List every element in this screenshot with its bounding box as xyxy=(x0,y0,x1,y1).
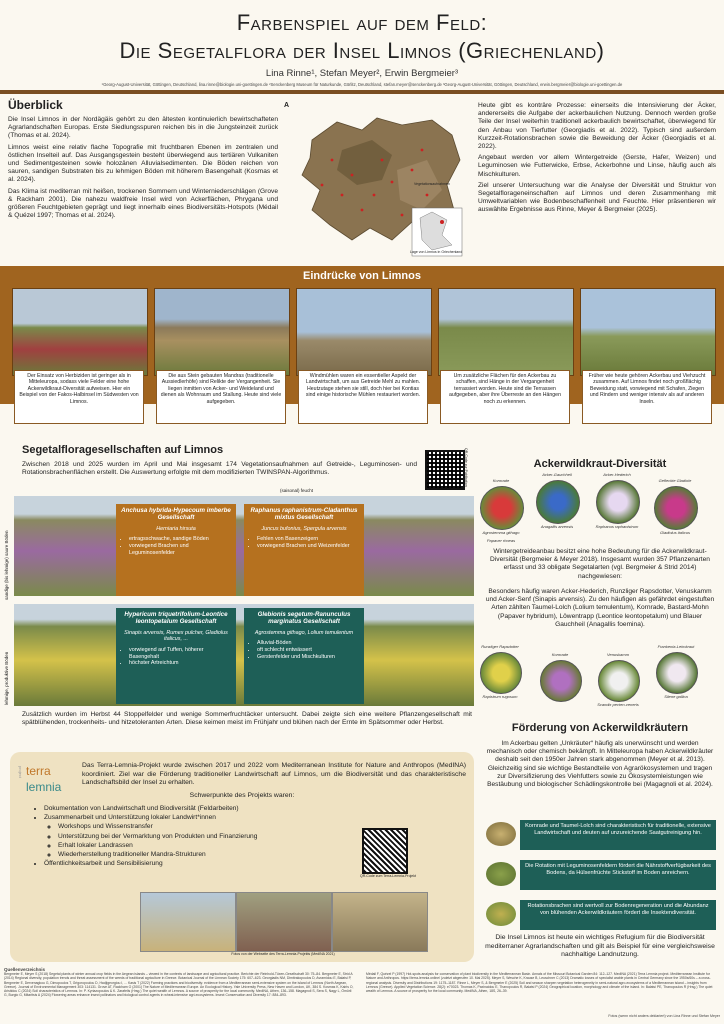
photo-poppy-field xyxy=(12,288,148,376)
project-list xyxy=(28,804,348,868)
promotion-paragraph-1: Im Ackerbau gelten „Unkräuter“ häufig als unerwünscht und werden mechanisch oder chemisch bekämpft. In Mitteleuropa haben Ackerwildkräuter deshalb seit den 1950er Jahren stark abgenommen (Meyer et al. 2013). Gleichzeitig sind sie wichtige Bestandteile von Agrarökosystemen und tragen zur Diversifizierung des Viehfutters sowie zu Ökosystemleistungen wie Bestäubung und biologischer Schädlingskontrolle bei (Magagnoli et al. 2024). xyxy=(486,740,714,789)
community-box-raphanus xyxy=(244,504,364,596)
weed-species: Scandix pecten-veneris xyxy=(597,702,639,707)
community-bullet: • vorwiegend Brachen und Leguminosenfelder xyxy=(129,543,233,556)
promotion-paragraph-2: Die Insel Limnos ist heute ein wichtiges Refugium für die Biodiversität mediterraner Agrarlandschaften und gilt als Beispiel für eine vergleichsweise nachhaltige Landnutzung. xyxy=(485,934,715,959)
overview-paragraph-1: Die Insel Limnos in der Nordägäis gehört zu den ältesten kontinuierlich bewirtschafteten Agrarlandschaften Europas. Erste Siedlungsspuren reichen bis in die Jungsteinzeit zurück (Thomas et al. 2024). xyxy=(8,116,278,140)
community-title: Glebionis segetum-Ranunculus marginatus Gesellschaft xyxy=(257,611,351,626)
map-label-a: A xyxy=(284,102,290,109)
weed-label: Acker-Hederich xyxy=(603,472,631,477)
limnos-map-graphic xyxy=(282,100,466,260)
logo-prefix: project xyxy=(18,766,23,779)
weed-species: Agrostemma githago xyxy=(482,530,520,535)
references-heading: Quellenverzeichnis xyxy=(4,967,46,972)
intro-right-paragraph-1: Heute gibt es konträre Prozesse: einerseits die Intensivierung der Äcker, andererseits die Aufgabe der ackerbaulichen Nutzung. Dennoch werden große Teile der Insel weiterhin traditionell ackerbaulich bewirtschaftet, überwiegend für den Anbau von Tierfutter (Georgiadis et al. 2022). Typisch sind außerdem Kurzzeit-Rotationsbrachen sowie die Beweidung der Äcker (Georgiadis et al. 2022). xyxy=(478,102,716,151)
community-species: Agrostemma githago, Lolium temulentum xyxy=(254,629,354,636)
project-photo-3 xyxy=(332,892,428,952)
photo-mandra xyxy=(154,288,290,376)
axis-label-moist: (saisonal) feucht xyxy=(280,488,314,493)
photo-credit: Fotos (wenn nicht anders deklariert) von Lina Rinne und Stefan Meyer xyxy=(608,1014,720,1018)
promotion-thumb-fallow xyxy=(486,902,516,926)
communities-intro: Zwischen 2018 und 2025 wurden im April und Mai insgesamt 174 Vegetationsaufnahmen auf Getreide-, Leguminosen- und Rotationsbrachenflächen erstellt. Die Auswertung erfolgte mit dem modifizierten TWINSPAN-Algorithmus. xyxy=(22,461,417,477)
project-qr-code[interactable] xyxy=(362,828,408,874)
affiliations: ¹Georg-August-Universität, Göttingen, Deutschland, lina.rinne@biologie.uni-goettingen.de ²Senckenberg Museum für Naturkunde, Görlitz, Deutschland, stefan.meyer@senckenberg.de ³Georg-August-Universität, Göttingen, Deutschland, erwin.bergmeier@biologie.uni-goettingen.de xyxy=(101,82,623,87)
publication-qr-code[interactable] xyxy=(425,450,465,490)
promotion-thumb-seeds xyxy=(486,822,516,846)
weeds-paragraph-2: Besonders häufig waren Acker-Hederich, Runzliger Rapsdotter, Venuskamm und Acker-Senf (Sinapis arvensis). Zu den häufigen als gefährdet eingestuften Arten zählten Taumel-Lolch (Lolium temulentum), Kornrade, Bastard-Mohn (Papaver hybridum), Löwentrapp (Leontice leontopetalum) und Blauer Gauchheil (Anagallis foemina). xyxy=(485,588,715,628)
weed-label: Acker-Gauchheil xyxy=(542,472,572,477)
communities-outro: Zusätzlich wurden im Herbst 44 Stoppelfelder und wenige Sommerfruchtäcker untersucht. Dabei zeigte sich eine weitere Pflanzengesellschaft mit spätblühenden, trockenheits- und hitzetoleranten Arten. Diese keimen meist im Frühjahr und blühen nach der Ernte im Spätsommer oder Herbst. xyxy=(22,711,472,727)
community-box-glebionis xyxy=(244,608,364,704)
map-legend-records: Vegetationsaufnahmen xyxy=(414,182,450,186)
poster-title-line2: Die Segetalflora der Insel Limnos (Griechenland) xyxy=(119,38,605,63)
impression-caption-5: Früher wie heute gehören Ackerbau und Viehzucht zusammen. Auf Limnos findet noch großflächig Beweidung statt, vorwiegend mit Schafen, Ziegen und Rindern und weniger intensiv als auf anderen Inseln. xyxy=(582,370,712,424)
project-subitem: ◦ Wiederherstellung traditioneller Mandra-Strukturen xyxy=(58,850,348,859)
impression-caption-4: Um zusätzliche Flächen für den Ackerbau zu schaffen, sind Hänge in der Vergangenheit terrassiert worden. Heute sind die Terrassen aufgegeben, aber ihre Überreste an den Hängen noch zu erkennen. xyxy=(440,370,570,424)
weed-species: Rapistrum rugosum xyxy=(482,694,518,699)
project-qr-label: QR-Code zum Terra-Lemnia-Projekt xyxy=(360,874,416,878)
weed-label: Kornrade xyxy=(492,478,510,483)
weeds-paragraph-1: Wintergetreideanbau besitzt eine hohe Bedeutung für die Ackerwildkraut-Diversität (Bergmeier & Meyer 2018). Insgesamt wurden 357 Pflanzenarten erfasst und 33 obligate Segetalarten (vgl. Bergmeier & Strid 2014) nachgewiesen: xyxy=(490,548,710,580)
community-bullet: • ertragsschwache, sandige Böden xyxy=(129,536,233,543)
weed-species: Silene gallica xyxy=(664,694,688,699)
community-bullet: • Alluvial-Böden xyxy=(257,640,361,647)
poster-title-line1: Farbenspiel auf dem Feld: xyxy=(236,10,488,35)
impressions-heading: Eindrücke von Limnos xyxy=(303,270,421,282)
promotion-box-1: Kornrade und Taumel-Lolch sind charakteristisch für traditionelle, extensive Landwirtschaft und deuten auf unzureichende Saatgutreinigung hin. xyxy=(520,820,716,850)
project-subitem: ◦ Erhalt lokaler Landrassen xyxy=(58,841,348,850)
community-title: Anchusa hybrida-Hypecoum imberbe Gesellschaft xyxy=(121,507,231,522)
community-bullet: • Fehlen von Basenzeigern xyxy=(257,536,361,543)
references-left: Bergmeier E, Meyer S (2018) Segetal plants of winter annual crop fields in the Aegean islands – viewed in the contexts of landscape and agricultural practice. Berichte der Reinhold-Tüxen-Gesellschaft 30: 75–84. Bergmeier E, Strid A (2014) Regional diversity, population trends and threat assessment of the weeds of traditional agriculture in Greece. Botanical Journal of the Linnean Society 175: 607–623. Georgiadis NM, Dimitrakopoulos D, Avramidou E, Balatsi P, Bergmeier E, Dervenagkou G, Dimopoulos T, Grigoropoulou D, Hadjigeorgiou I, ... Kasis T (2022) Farming practices and biodiversity: evidence from a Mediterranean semi-extensive system on the island of Lemnos (North Aegean, Greece). Journal of Environmental Management 303: 114131. Grove AT, Rackham O (2001) The Nature of Mediterranean Europe. An Ecological History. Yale University Press, New Haven and London, UK, 384 S. Kosmas K, Kairis O, Aristidou C (2024) Soil characteristics of Lemnos. In: P. Kyriazopoulos & K. Zarafelis (Hrsg.) The quiet wealth of Lemnos. A source of prosperity for the local community. MedINA, Athen, 136–158. Magagnoli S, Sera S, Nagy L, Ömürli G, Burgio G, Mitaritsis A (2024) Flowering areas enhance insect pollinators and biological control agents in wheat-intensive agri-ecosystems. Insect Conservation and Diversity 17: 884–893. xyxy=(4,972,354,998)
community-species: Juncus bufonius, Spergula arvensis xyxy=(261,525,347,532)
overview-section xyxy=(8,98,278,223)
community-title: Hypericum triquetrifolium-Leontice leontopetalum Gesellschaft xyxy=(124,611,228,626)
photo-grazing xyxy=(580,288,716,376)
community-bullet: • höchster Artreichtum xyxy=(129,660,233,667)
weed-species-small: Papaver rhoeas xyxy=(486,538,516,543)
limnos-map xyxy=(282,100,466,260)
community-bullet: • oft schlecht entwässert xyxy=(257,647,361,654)
community-bullet: • Gerstenfelder und Mischkulturen xyxy=(257,654,361,661)
photo-windmills xyxy=(296,288,432,376)
project-list-heading: Schwerpunkte des Projekts waren: xyxy=(189,792,295,799)
authors: Lina Rinne¹, Stefan Meyer², Erwin Bergmeier³ xyxy=(265,68,459,79)
weed-label: Frankenia-Leimkraut xyxy=(657,644,695,649)
intro-right-paragraph-3: Ziel unserer Untersuchung war die Analyse der Diversität und Struktur von Segetalflorageneinschaften auf Limnos und deren Zusammenhang mit Umweltvariablen wie Bodenbeschaffenheit und Feuchte. Hier präsentieren wir auswählte Ergebnisse aus Rinne, Meyer & Bergmeier (2025). xyxy=(478,181,716,214)
promotion-heading: Förderung von Ackerwildkräutern xyxy=(511,722,689,734)
project-subitem: ◦ Workshops und Wissenstransfer xyxy=(58,822,348,831)
community-box-anchusa xyxy=(116,504,236,596)
project-paragraph: Das Terra-Lemnia-Projekt wurde zwischen 2017 und 2022 vom Mediterranean Institute for Nature and Anthropos (MedINA) koordiniert. Ziel war die Förderung traditioneller Landwirtschaft auf Limnos, um die Biodiversität und das charakteristische Landschaftsbild der Insel zu erhalten. xyxy=(82,762,466,787)
logo-terra: terra xyxy=(26,764,51,778)
community-title: Raphanus raphanistrum-Cladanthus mixtus Gesellschaft xyxy=(250,507,358,522)
overview-heading: Überblick xyxy=(8,98,63,112)
project-item: • Öffentlichkeitsarbeit und Sensibilisierung xyxy=(44,859,348,868)
weed-photo-hederich xyxy=(596,480,640,524)
project-item: • Dokumentation von Landwirtschaft und Biodiversität (Feldarbeiten) xyxy=(44,804,348,813)
impression-caption-1: Der Einsatz von Herbiziden ist geringer als in Mitteleuropa, sodass viele Felder eine hohe Ackerwildkraut-Diversität aufweisen. Hier ein Beispiel von der Fakos-Halbinsel im Südwesten von Limnos. xyxy=(14,370,144,424)
weed-photo-gauchheil xyxy=(536,480,580,524)
weed-photo-kornrade xyxy=(480,486,524,530)
promotion-box-2: Die Rotation mit Leguminosenfeldern fördert die Nährstoffverfügbarkeit des Bodens, da Hülsenfrüchte Stickstoff im Boden anreichern. xyxy=(520,860,716,890)
project-photo-1 xyxy=(140,892,236,952)
community-bullet: • vorwiegend Brachen und Weizenfelder xyxy=(257,543,361,550)
project-item: • Zusammenarbeit und Unterstützung lokaler Landwirt*innen xyxy=(44,813,348,822)
weed-label: Gefleckte Gladiole xyxy=(658,478,692,483)
weed-photo-kornrade-2 xyxy=(540,660,582,702)
community-species: Sinapis arvensis, Rumex pulcher, Gladiolus italicus, ... xyxy=(124,629,228,643)
community-species: Herniaria hirsuta xyxy=(156,525,196,532)
intro-right-paragraph-2: Angebaut werden vor allem Wintergetreide (Gerste, Hafer, Weizen) und Leguminosen wie Futterwicke, Erbse, Ackerbohne und Linse, häufig auch als Mischkulturen. xyxy=(478,154,716,178)
project-photo-2 xyxy=(236,892,332,952)
weed-species: Anagallis arvensis xyxy=(540,524,574,529)
terra-lemnia-logo xyxy=(18,762,68,796)
promotion-box-3: Rotationsbrachen sind wertvoll zur Bodenregeneration und die Abundanz von blühenden Ackerwildkräutern fördert die Insektendiversität. xyxy=(520,900,716,930)
weed-photo-venuskamm xyxy=(598,660,640,702)
references xyxy=(4,968,720,997)
header-divider xyxy=(0,90,724,94)
references-right: Médail F, Quézel P (1997) Hot-spots analysis for conservation of plant biodiversity in the Mediterranean Basin. Annals of the Missouri Botanical Garden 84: 112–127. MedINA (2021) Terra Lemnia project. Mediterranean Institute for Nature and Anthropos. https://terra-lemnia.online/ (zuletzt abgerufen 10. Mai 2025). Meyer S, Wesche K, Krause B, Leuschner C (2013) Dramatic losses of specialist arable plants in Central Germany since the 1950s/60s – a cross-regional analysis. Diversity and Distributions 19: 1175–1187. Rinne L, Meyer S, & Bergmeier E (2025) Soil and season sharpen vegetation heterogeneity in semi-natural agro-ecosystems of a Mediterranean island – insights from Lemnos (Greece). Applied Vegetation Science. 28(2): e70023. Thomas K, Paxinaidou E, Thanopoulos R, Balatsi P (2024) Geographical location, morphology and climate of the island. In: Balatsi PE, Thanopoulos R (Hrsg.) The quiet wealth of Lemnos. A source of prosperity for the local community. MedINA, Athen, 18S, 26–39. xyxy=(366,972,713,994)
weed-species: Gladiolus italicus xyxy=(659,530,690,535)
logo-lemnia: lemnia xyxy=(26,780,62,794)
promotion-thumb-legumes xyxy=(486,862,516,886)
overview-paragraph-2: Limnos weist eine relativ flache Topografie mit fruchtbaren Ebenen im zentralen und östlichen Inselteil auf. Das Ausgangsgestein besteht überwiegend aus tertiären Vulkaniten und Sedimentgesteinen sowie holozänen Alluvialsedimenten. Die Böden reichen von sauren, sandigen Substraten bis zu lehmigen Böden mit höherem Basengehalt (Kosmas et al. 2024). xyxy=(8,143,278,184)
community-bullet: • vorwiegend auf Tuffen, höherer Basengehalt xyxy=(129,647,233,660)
project-photo-caption: Fotos von der Webseite des Terra-Lemnia-Projekts (MedINA 2021) xyxy=(231,952,335,956)
weed-species: Raphanus raphanistrum xyxy=(595,524,639,529)
weed-photo-leimkraut xyxy=(656,652,698,694)
overview-paragraph-3: Das Klima ist mediterran mit heißen, trockenen Sommern und Winterniederschlägen (Grove & Rackham 2001). Die nahezu waldfreie Insel wird von Ackerflächen, Phrygana und größeren Feuchtgebieten geprägt und liegt innerhalb eines Biodiversitäts-Hotspots (Médail & Quézel 1997; Thomas et al. 2024). xyxy=(8,187,278,220)
communities-heading: Segetalfloragesellschaften auf Limnos xyxy=(22,444,224,456)
weed-label: Kornrade xyxy=(551,652,569,657)
weed-photo-rapsdotter xyxy=(480,652,522,694)
weeds-heading: Ackerwildkraut-Diversität xyxy=(533,458,667,470)
impression-caption-3: Windmühlen waren ein essentieller Aspekt der Landwirtschaft, um aus Getreide Mehl zu mahlen. Heutzutage stehen sie still, doch hier bei Kontias sind einige historische Mühlen restauriert worden. xyxy=(298,370,428,424)
weed-label: Venuskamm xyxy=(606,652,630,657)
project-subitem: ◦ Unterstützung bei der Vermarktung von Produkten und Finanzierung xyxy=(58,832,348,841)
axis-label-loamy: lehmige, produktive Böden xyxy=(4,651,9,705)
weed-label: Runzliger Rapsdotter xyxy=(481,644,519,649)
intro-right xyxy=(478,102,716,218)
weed-photo-gladiole xyxy=(654,486,698,530)
photo-terraces xyxy=(438,288,574,376)
axis-label-sandy: sandige (bis lehmige) saure Böden xyxy=(4,530,9,600)
map-legend-location: Lage von Limnos in Griechenland xyxy=(410,250,463,254)
impression-caption-2: Die aus Stein gebauten Mandras (traditionelle Aussiedlerhöfe) sind Relikte der Vergangenheit. Sie liegen inmitten von Acker- und Weideland und dienen als Wohnraum und Stallung. Heute sind viele aufgegeben. xyxy=(156,370,286,424)
publication-qr-label: QR-Code zur Publikation xyxy=(464,448,468,487)
community-box-hypericum xyxy=(116,608,236,704)
